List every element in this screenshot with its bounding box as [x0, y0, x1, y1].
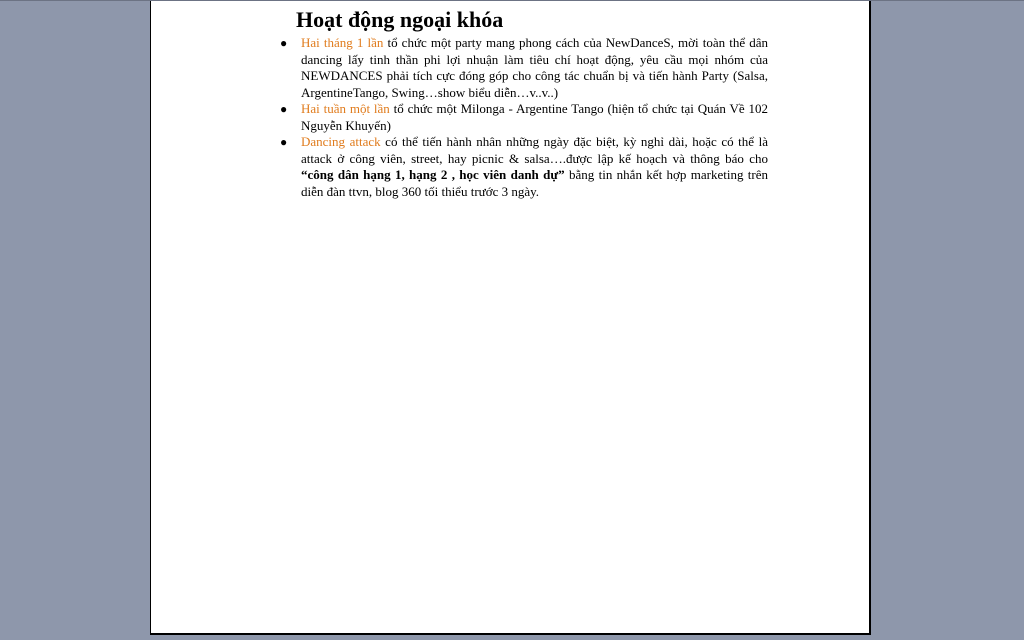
item-highlight: Hai tuần một lần: [301, 101, 390, 116]
list-item: [280, 134, 768, 200]
item-text-after: bằng tin nhắn kết hợp marketing trên diễn đàn ttvn, blog 360 tối thiểu trước 3 ngày.: [301, 167, 768, 199]
item-text: tổ chức một Milonga - Argentine Tango (hiện tổ chức tại Quán Về 102 Nguyễn Khuyến): [301, 101, 768, 133]
item-text: có thể tiến hành nhân những ngày đặc biệt, kỳ nghỉ dài, hoặc có thể là attack ở công viên, street, hay picnic & salsa….được lập kế hoạch và thông báo cho: [301, 134, 768, 166]
item-text: tổ chức một party mang phong cách của NewDanceS, mời toàn thể dân dancing lấy tinh thần phi lợi nhuận làm tiêu chí hoạt động, yêu cầu mọi nhóm của NEWDANCES phải tích cực đóng góp cho công tác chuẩn bị và tiến hành Party (Salsa, ArgentineTango, Swing…show biểu diễn…v..v..): [301, 35, 768, 100]
item-highlight: Hai tháng 1 lần: [301, 35, 384, 50]
list-item: [280, 35, 768, 101]
list-item: [280, 101, 768, 134]
document-page: [150, 1, 871, 635]
bullet-icon: ●: [280, 135, 288, 149]
page-title: Hoạt động ngoại khóa: [296, 7, 504, 32]
bullet-icon: ●: [280, 102, 288, 116]
bullet-icon: ●: [280, 36, 288, 50]
item-highlight: Dancing attack: [301, 134, 381, 149]
activity-list: [280, 35, 768, 200]
item-bold-text: “công dân hạng 1, hạng 2 , học viên danh dự”: [301, 167, 565, 182]
